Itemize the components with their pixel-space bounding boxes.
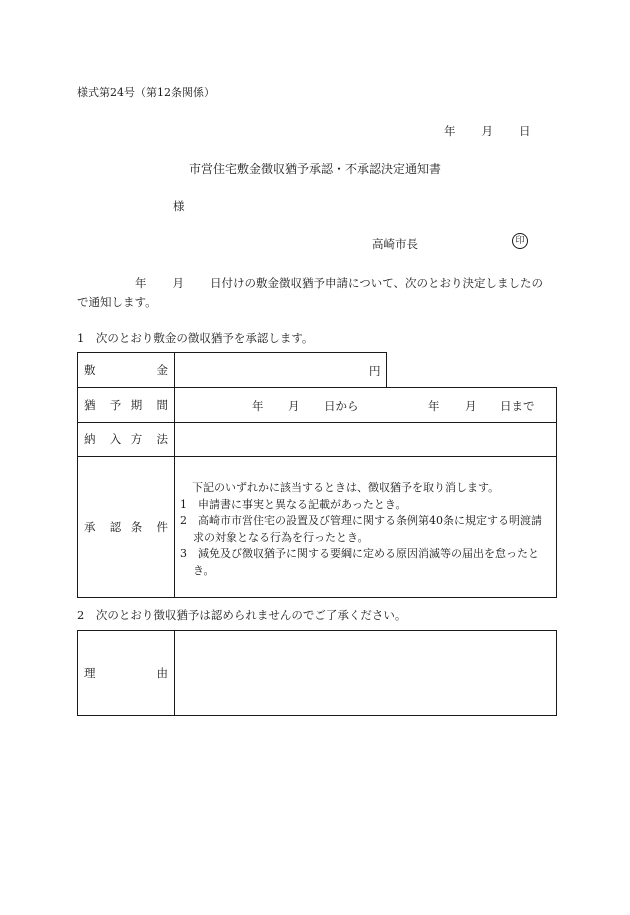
period-from-month: 月 <box>288 399 300 413</box>
period-to-year: 年 <box>428 399 440 413</box>
deposit-unit: 円 <box>369 364 381 378</box>
condition-item: 2 高崎市市営住宅の設置及び管理に関する条例第40条に規定する明渡請求の対象となる行為を行ったとき。 <box>180 514 542 544</box>
period-from-day: 日から <box>324 399 359 413</box>
seal-mark: 印 <box>512 233 528 249</box>
conditions-label: 承 認 条 件 <box>84 520 168 534</box>
payment-method-label: 納 入 方 法 <box>84 432 168 446</box>
issue-date <box>444 123 531 139</box>
reason-label: 理 由 <box>84 666 168 680</box>
period-to-day: 日まで <box>500 399 535 413</box>
condition-item: 1 申請書に事実と異なる記載があったとき。 <box>180 497 407 511</box>
date-month: 月 <box>481 124 493 138</box>
condition-item: 3 減免及び徴収猶予に関する要綱に定める原因消滅等の届出を怠ったとき。 <box>180 547 539 577</box>
conditions-lead: 下記のいずれかに該当するときは、徴収猶予を取り消します。 <box>192 481 500 494</box>
period-label: 猶 予 期 間 <box>84 397 168 412</box>
form-number: 様式第24号（第12条関係） <box>77 86 215 99</box>
section1-heading: 1 次のとおり敷金の徴収猶予を承認します。 <box>77 331 314 345</box>
intro-text <box>77 274 553 312</box>
date-year: 年 <box>444 124 456 138</box>
intro-month: 月 <box>172 276 184 290</box>
intro-year: 年 <box>135 276 147 290</box>
issuer-name: 高崎市長 <box>372 237 418 251</box>
document-title: 市営住宅敷金徴収猶予承認・不承認決定通知書 <box>188 162 441 176</box>
period-from-year: 年 <box>252 399 264 413</box>
section2-heading: 2 次のとおり徴収猶予は認められませんのでご了承ください。 <box>77 608 407 622</box>
intro-body: 日付けの敷金徴収猶予申請について、次のとおり決定しましたので通知します。 <box>77 276 544 309</box>
divider <box>174 630 175 716</box>
period-to-month: 月 <box>465 399 477 413</box>
date-day: 日 <box>519 124 531 138</box>
divider <box>174 387 175 598</box>
addressee-suffix: 様 <box>173 199 185 213</box>
divider <box>174 352 175 388</box>
deposit-label: 敷 金 <box>84 363 168 377</box>
conditions-text <box>180 480 552 579</box>
